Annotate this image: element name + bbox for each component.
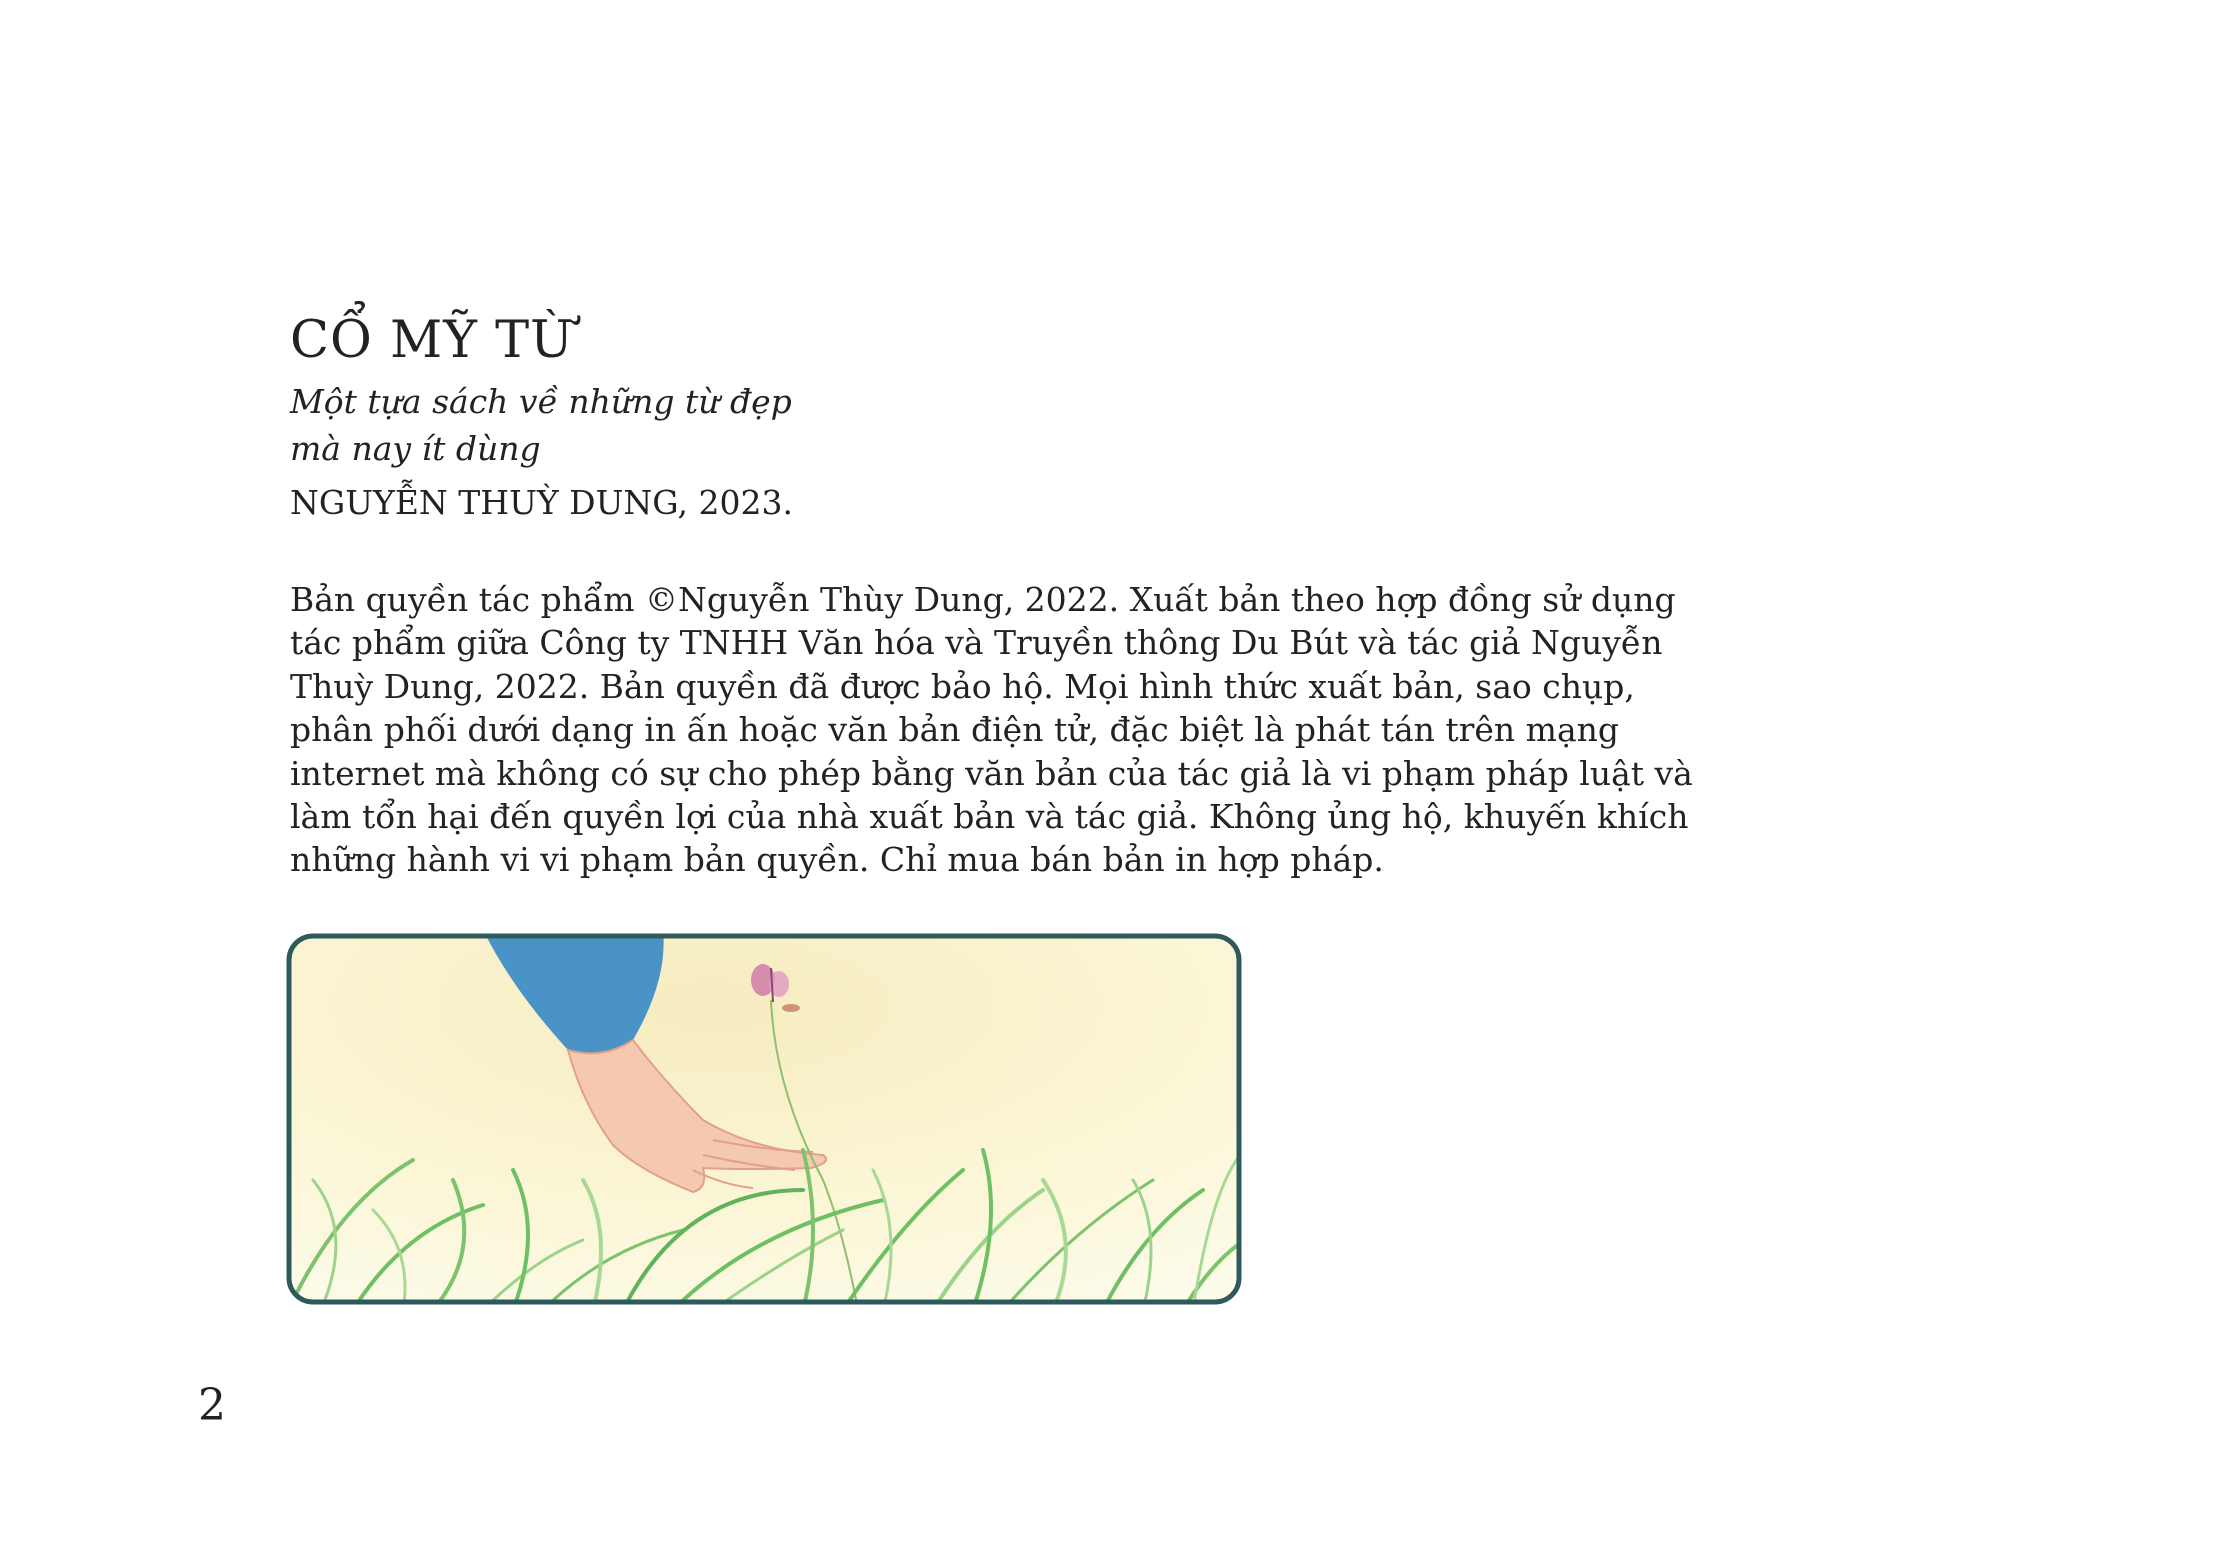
copyright-line: Bản quyền tác phẩm ©Nguyễn Thùy Dung, 2022. Xuất bản theo hợp đồng sử dụng xyxy=(290,580,1676,619)
copyright-notice xyxy=(290,578,1693,882)
copyright-line: phân phối dưới dạng in ấn hoặc văn bản điện tử, đặc biệt là phát tán trên mạng xyxy=(290,710,1620,750)
copyright-line: tác phẩm giữa Công ty TNHH Văn hóa và Truyền thông Du Bút và tác giả Nguyễn xyxy=(290,623,1663,663)
copyright-line: internet mà không có sự cho phép bằng văn bản của tác giả là vi phạm pháp luật và xyxy=(290,753,1693,793)
copyright-line: Thuỳ Dung, 2022. Bản quyền đã được bảo hộ. Mọi hình thức xuất bản, sao chụp, xyxy=(290,666,1635,706)
copyright-line: những hành vi vi phạm bản quyền. Chỉ mua bán bản in hợp pháp. xyxy=(290,840,1384,880)
author-line: NGUYỄN THUỲ DUNG, 2023. xyxy=(290,483,793,522)
subtitle-line: Một tựa sách về những từ đẹp xyxy=(290,382,792,421)
copyright-line: làm tổn hại đến quyền lợi của nhà xuất bản và tác giả. Không ủng hộ, khuyến khích xyxy=(290,797,1689,837)
page-number: 2 xyxy=(198,1380,226,1431)
hand-grass-butterfly-illustration xyxy=(283,930,1245,1310)
subtitle-line: mà nay ít dùng xyxy=(290,429,541,468)
book-title: CỔ MỸ TỪ xyxy=(290,311,575,370)
book-subtitle xyxy=(290,378,792,472)
